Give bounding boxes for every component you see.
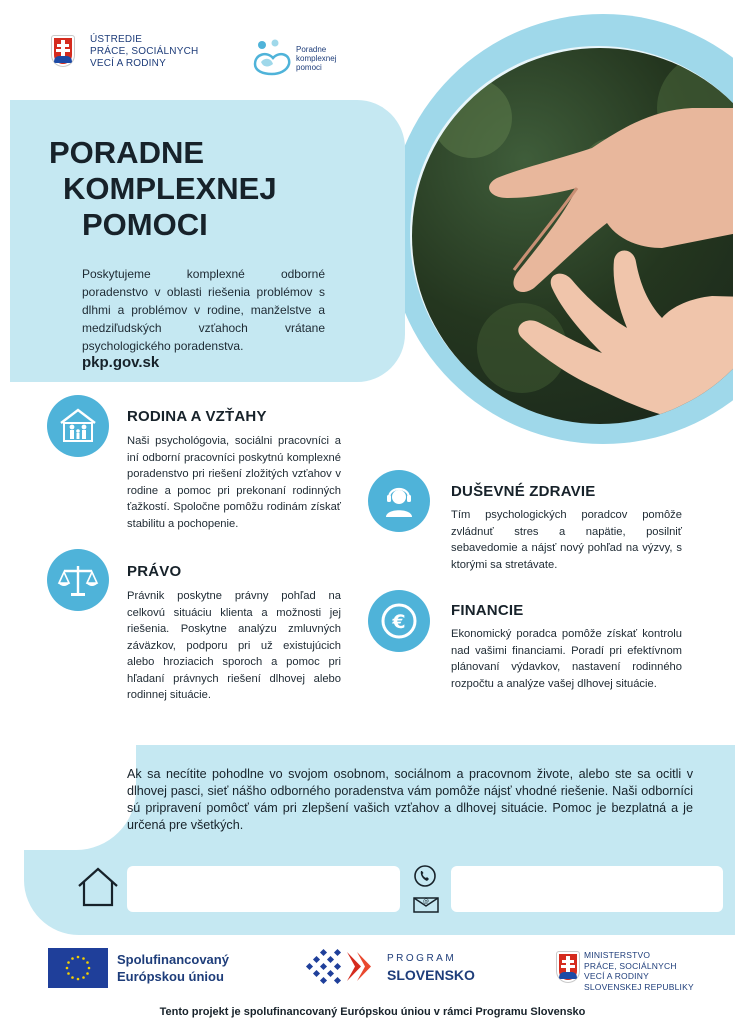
help-paragraph: Ak sa necítite pohodlne vo svojom osobnom, sociálnom a pracovnom živote, alebo ste sa ocitli v dlhovej pasci, sieť nášho odborného poradenstva vám pomôže nájsť vhodné riešenie. Naši odborníci sú pripravení pomôcť vám pri zlepšení vašich vzťahov a dlhovej situácie. Pomoc je bezplatná a je určená pre všetkých. bbox=[127, 767, 693, 832]
ministry-top-line-2: PRÁCE, SOCIÁLNYCH bbox=[90, 46, 199, 57]
cofinanced-line-1: Spolufinancovaný bbox=[117, 952, 229, 967]
ppk-logo-icon bbox=[253, 38, 293, 76]
eu-flag-icon bbox=[48, 948, 108, 988]
svg-text:@: @ bbox=[423, 898, 429, 905]
slovensko-label: SLOVENSKO bbox=[387, 967, 475, 983]
section-body-pravo: Právnik poskytne právny pohľad na celkovú situáciu klienta a možnosti jej riešenia. Poskytne analýzu zmluvných záväzkov, podporu pri už existujúcich alebo hroziacich sporoch a pomoc pri hľadaní právnych riešení dlhovej alebo rodinnej situácie. bbox=[127, 590, 341, 701]
family-house-icon bbox=[47, 395, 109, 457]
ministry-bottom-line-2: PRÁCE, SOCIÁLNYCH bbox=[584, 960, 677, 971]
phone-icon bbox=[413, 864, 437, 888]
address-field[interactable] bbox=[127, 866, 400, 912]
ministry-bottom-line-4: SLOVENSKEJ REPUBLIKY bbox=[584, 981, 694, 992]
home-icon bbox=[76, 866, 120, 908]
cofinanced-line-2: Európskou úniou bbox=[117, 969, 224, 984]
slovak-crest-icon bbox=[52, 36, 74, 66]
contact-field[interactable] bbox=[451, 866, 723, 912]
slovak-crest-bottom-icon bbox=[557, 952, 579, 982]
intro-paragraph: Poskytujeme komplexné odborné poradenstvo v oblasti riešenia problémov s dlhmi a problémov v rodine, manželstve a medziľudských vzťahoch vrátane psychologického poradenstva. bbox=[82, 267, 325, 353]
eu-cofinanced-label bbox=[117, 951, 229, 985]
ministry-top-line-1: ÚSTREDIE bbox=[90, 34, 143, 45]
program-label: PROGRAM bbox=[387, 953, 457, 964]
ppk-line-1: Poradne bbox=[296, 45, 327, 54]
ministry-bottom-line-3: VECÍ A RODINY bbox=[584, 971, 649, 981]
mail-icon bbox=[413, 895, 439, 913]
section-title-rodina: RODINA A VZŤAHY bbox=[127, 408, 267, 425]
title-line-2: KOMPLEXNEJ bbox=[63, 171, 277, 206]
euro-icon bbox=[368, 590, 430, 652]
ppk-line-2: komplexnej bbox=[296, 54, 337, 63]
page-title bbox=[49, 135, 319, 243]
section-title-pravo: PRÁVO bbox=[127, 563, 182, 580]
program-slovensko-logo-icon bbox=[303, 948, 381, 988]
ministry-top-line-3: VECÍ A RODINY bbox=[90, 58, 166, 69]
scales-icon bbox=[47, 549, 109, 611]
section-body-rodina: Naši psychológovia, sociálni pracovníci a iní odborní pracovníci poskytnú komplexné poradenstvo pri riešení zložitých vzťahov v rodine a pomoc pri prekonaní rodinných ťažkostí. Spoločne pomôžu rodinám získať stabilitu a pochopenie. bbox=[127, 435, 341, 530]
website-link[interactable]: pkp.gov.sk bbox=[82, 354, 160, 371]
headset-person-icon bbox=[368, 470, 430, 532]
section-body-financie: Ekonomický poradca pomôže získať kontrolu nad vašimi financiami. Poradí pri efektívnom plánovaní výdavkov, nastavení rodinného rozpočtu a analýze vašej dlhovej situácie. bbox=[451, 628, 682, 690]
ministry-top-logo-text bbox=[90, 34, 198, 70]
section-body-dusevne: Tím psychologických poradcov pomôže zvládnuť stres a napätie, posilniť sebavedomie a nájsť nový pohľad na výzvy, s ktorými sa stretávate. bbox=[451, 509, 682, 571]
funding-note: Tento projekt je spolufinancovaný Európskou úniou v rámci Programu Slovensko bbox=[159, 1006, 586, 1018]
ppk-logo-text bbox=[296, 45, 336, 72]
title-line-3: POMOCI bbox=[82, 207, 208, 242]
section-title-dusevne: DUŠEVNÉ ZDRAVIE bbox=[451, 483, 596, 500]
svg-text:€: € bbox=[392, 611, 406, 633]
ppk-line-3: pomoci bbox=[296, 63, 322, 72]
ministry-bottom-logo-text bbox=[584, 950, 694, 992]
title-line-1: PORADNE bbox=[49, 135, 205, 170]
ministry-bottom-line-1: MINISTERSTVO bbox=[584, 950, 651, 960]
section-title-financie: FINANCIE bbox=[451, 602, 524, 619]
